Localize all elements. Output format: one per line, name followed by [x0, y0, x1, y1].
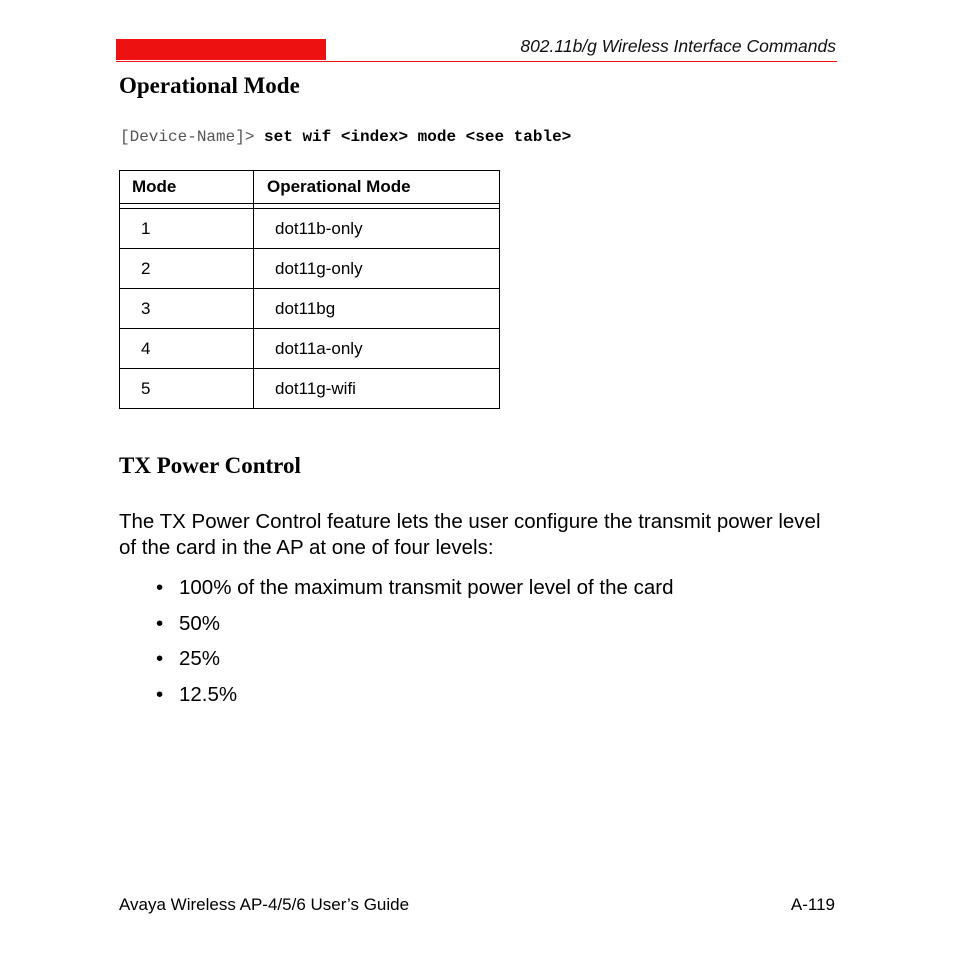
bullet-icon: • [156, 576, 164, 599]
header-rule [116, 61, 837, 62]
section-title-tx-power-control: TX Power Control [119, 453, 301, 478]
bullet-icon: • [156, 682, 164, 706]
list-item-text: 12.5% [179, 682, 238, 706]
bullet-icon: • [156, 611, 164, 635]
table-row [120, 289, 500, 329]
header-accent-bar [116, 39, 326, 60]
command-syntax [120, 128, 571, 146]
column-header-mode: Mode [120, 171, 254, 204]
list-item [156, 644, 674, 680]
list-item [156, 609, 674, 645]
list-item-text: 100% of the maximum transmit power level of the card [179, 576, 674, 599]
operational-mode-cell: dot11g-only [254, 249, 500, 289]
table-row [120, 209, 500, 249]
footer-page-number: A-119 [790, 895, 835, 914]
list-item-text: 50% [179, 611, 221, 635]
table-row [120, 249, 500, 289]
mode-cell: 3 [120, 289, 254, 329]
command-prompt: [Device-Name]> [120, 128, 255, 146]
list-item [156, 573, 674, 609]
table-header-row [120, 171, 500, 204]
operational-mode-cell: dot11bg [254, 289, 500, 329]
table-row [120, 369, 500, 409]
footer-guide-title: Avaya Wireless AP-4/5/6 User’s Guide [119, 895, 410, 914]
mode-cell: 1 [120, 209, 254, 249]
running-head: 802.11b/g Wireless Interface Commands [520, 36, 836, 56]
section-title-operational-mode: Operational Mode [119, 73, 300, 98]
mode-cell: 4 [120, 329, 254, 369]
operational-mode-cell: dot11g-wifi [254, 369, 500, 409]
bullet-icon: • [156, 647, 164, 670]
list-item-text: 25% [179, 647, 221, 670]
mode-cell: 5 [120, 369, 254, 409]
command-text: set wif <index> mode <see table> [264, 128, 572, 146]
column-header-operational-mode: Operational Mode [254, 171, 500, 204]
operational-mode-cell: dot11a-only [254, 329, 500, 369]
power-level-list [156, 573, 674, 715]
table-row [120, 329, 500, 369]
list-item [156, 680, 674, 716]
tx-power-description: The TX Power Control feature lets the user configure the transmit power level of the card in the AP at one of four levels: [119, 510, 821, 559]
operational-mode-cell: dot11b-only [254, 209, 500, 249]
operational-mode-table [119, 170, 500, 409]
mode-cell: 2 [120, 249, 254, 289]
